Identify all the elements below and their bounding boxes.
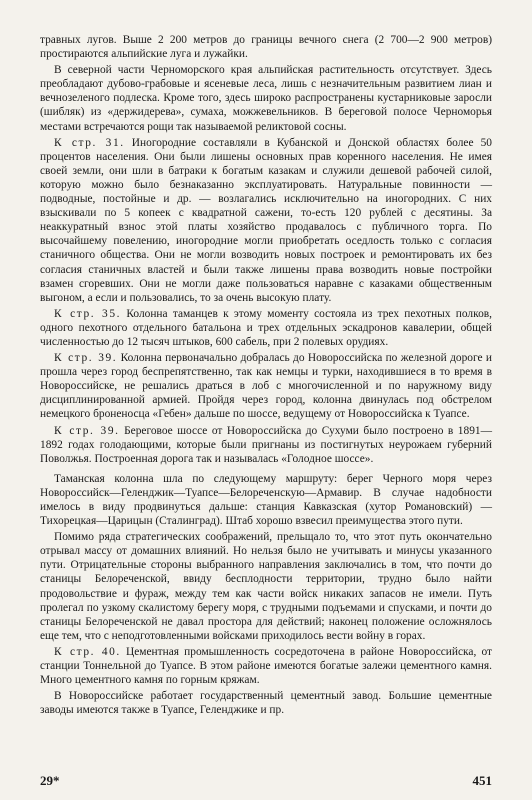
note-page-39-column bbox=[40, 351, 492, 421]
note-page-31 bbox=[40, 136, 492, 305]
paragraph-text: Береговое шоссе от Новороссийска до Сухуми было построено в 1891—1892 годах голодающими, которые были пригнаны из постигнутых неурожаем губерний Поволжья. Построенная дорога так и называлась «Голодное шоссе». bbox=[40, 424, 492, 465]
paragraph-alpine-meadows bbox=[40, 33, 492, 61]
paragraph-text: травных лугов. Выше 2 200 метров до границы вечного снега (2 700—2 900 метров) простираются альпийские луга и лужайки. bbox=[40, 34, 492, 61]
paragraph-text: Таманская колонна шла по следующему маршруту: берег Черного моря через Новороссийск—Геленджик—Туапсе—Белореченскую—Армавир. В случае надобности имелось в виду продвинуться дальше: станция Кавказская (хутор Романовский) — Тихорецкая—Царицын (Сталинград). Штаб хорошо взвесил преимущества этого пути. bbox=[40, 472, 492, 528]
paragraph-text: Колонна таманцев к этому моменту состояла из трех пехотных полков, одного пехотного отдельного батальона и трех отдельных эскадронов кавалерии, общей численностью до 12 тысяч штыков, 600 сабель, при 2 полевых орудиях. bbox=[40, 307, 492, 348]
note-page-39-road bbox=[40, 424, 492, 466]
paragraph-vegetation bbox=[40, 63, 492, 133]
paragraph-route bbox=[40, 472, 492, 528]
paragraph-text: Цементная промышленность сосредоточена в районе Новороссийска, от станции Тоннельной до Туапсе. В этом районе имеются богатые залежи цементного камня. Много цементного камня по горным кряжам. bbox=[40, 645, 492, 687]
document-page bbox=[40, 33, 492, 768]
signature-mark: 29* bbox=[40, 773, 60, 788]
page-reference: К стр. 31. bbox=[54, 136, 125, 149]
paragraph-text: В северной части Черноморского края альпийская растительность отсутствует. Здесь преобладают дубово-грабовые и ясеневые леса, лишь с незначительным развитием лиан и вечнозеленого подлеска. Кроме того, здесь широко распространены кустарниковые заросли (шибляк) из «держидерева», сумаха, можжевельников. В береговой полосе Черноморья местами встречаются рощи так называемой реликтовой сосны. bbox=[40, 64, 492, 133]
paragraph-cement-plant bbox=[40, 689, 492, 717]
page-reference: К стр. 40. bbox=[54, 645, 121, 658]
paragraph-text: Колонна первоначально добралась до Новороссийска по железной дороге и прошла через город беспрепятственно, так как немцы и турки, находившиеся в то время в Новороссийске, не решались драться в лоб с многочисленной и по наружному виду дисциплинированной армией. Пройдя через город, колонна двинулась под обстрелом немецкого броненосца «Гебен» дальше по шоссе, ведущему от Новороссийска к Туапсе. bbox=[40, 352, 493, 421]
page-reference: К стр. 39. bbox=[54, 424, 120, 437]
note-page-35 bbox=[40, 307, 492, 349]
page-reference: К стр. 35. bbox=[54, 307, 122, 320]
paragraph-route-considerations bbox=[40, 530, 492, 643]
page-footer bbox=[40, 773, 492, 791]
page-reference: К стр. 39. bbox=[54, 352, 118, 365]
paragraph-text: Иногородние составляли в Кубанской и Донской областях более 50 процентов населения. Они были лишены основных прав коренного населения. Не имея своей земли, они шли в батраки к богатым казакам и служили дешевой рабочей силой, которую можно было безнаказанно эксплуатировать. Натуральные повинности — подводные, постойные и др. — возлагались исключительно на иногородних. С них взыскивали по 5 копеек с квадратной сажени, то-есть 120 рублей с десятины. За неаккуратный взнос этой платы хозяйство продавалось с публичного торга. По высочайшему повелению, иногородние могли приобретать оседлость только с согласия станичного общества. Они не могли возводить новых построек и ремонтировать их без согласия станичных властей и были также лишены права возводить новые постройки взамен сгоревших. Они не могли даже пользоваться наравне с казаками общественным выгоном, а если и пользовались, то за очень высокую плату. bbox=[40, 136, 492, 304]
note-page-40 bbox=[40, 645, 492, 687]
paragraph-text: В Новороссийске работает государственный цементный завод. Большие цементные заводы имеются также в Туапсе, Геленджике и пр. bbox=[40, 690, 492, 717]
page-number: 451 bbox=[472, 773, 492, 788]
paragraph-text: Помимо ряда стратегических соображений, прельщало то, что этот путь окончательно отрывал массу от домашних влияний. Но нельзя было не учитывать и минусы указанного пути. Отрицательные стороны выбранного направления заключались в том, что почти до станицы Белореченской, ввиду бесплодности территории, трудно было найти продовольствие и фураж, между тем как части войск никаких запасов не имели. Путь пролегал по узкому скалистому берегу моря, с трудными подъемами и спусками, и почти до станицы Белореченской не давал простора для действий; наконец положение осложнялось еще тем, что с неподготовленными войсками приходилось вести войну в горах. bbox=[40, 531, 492, 642]
